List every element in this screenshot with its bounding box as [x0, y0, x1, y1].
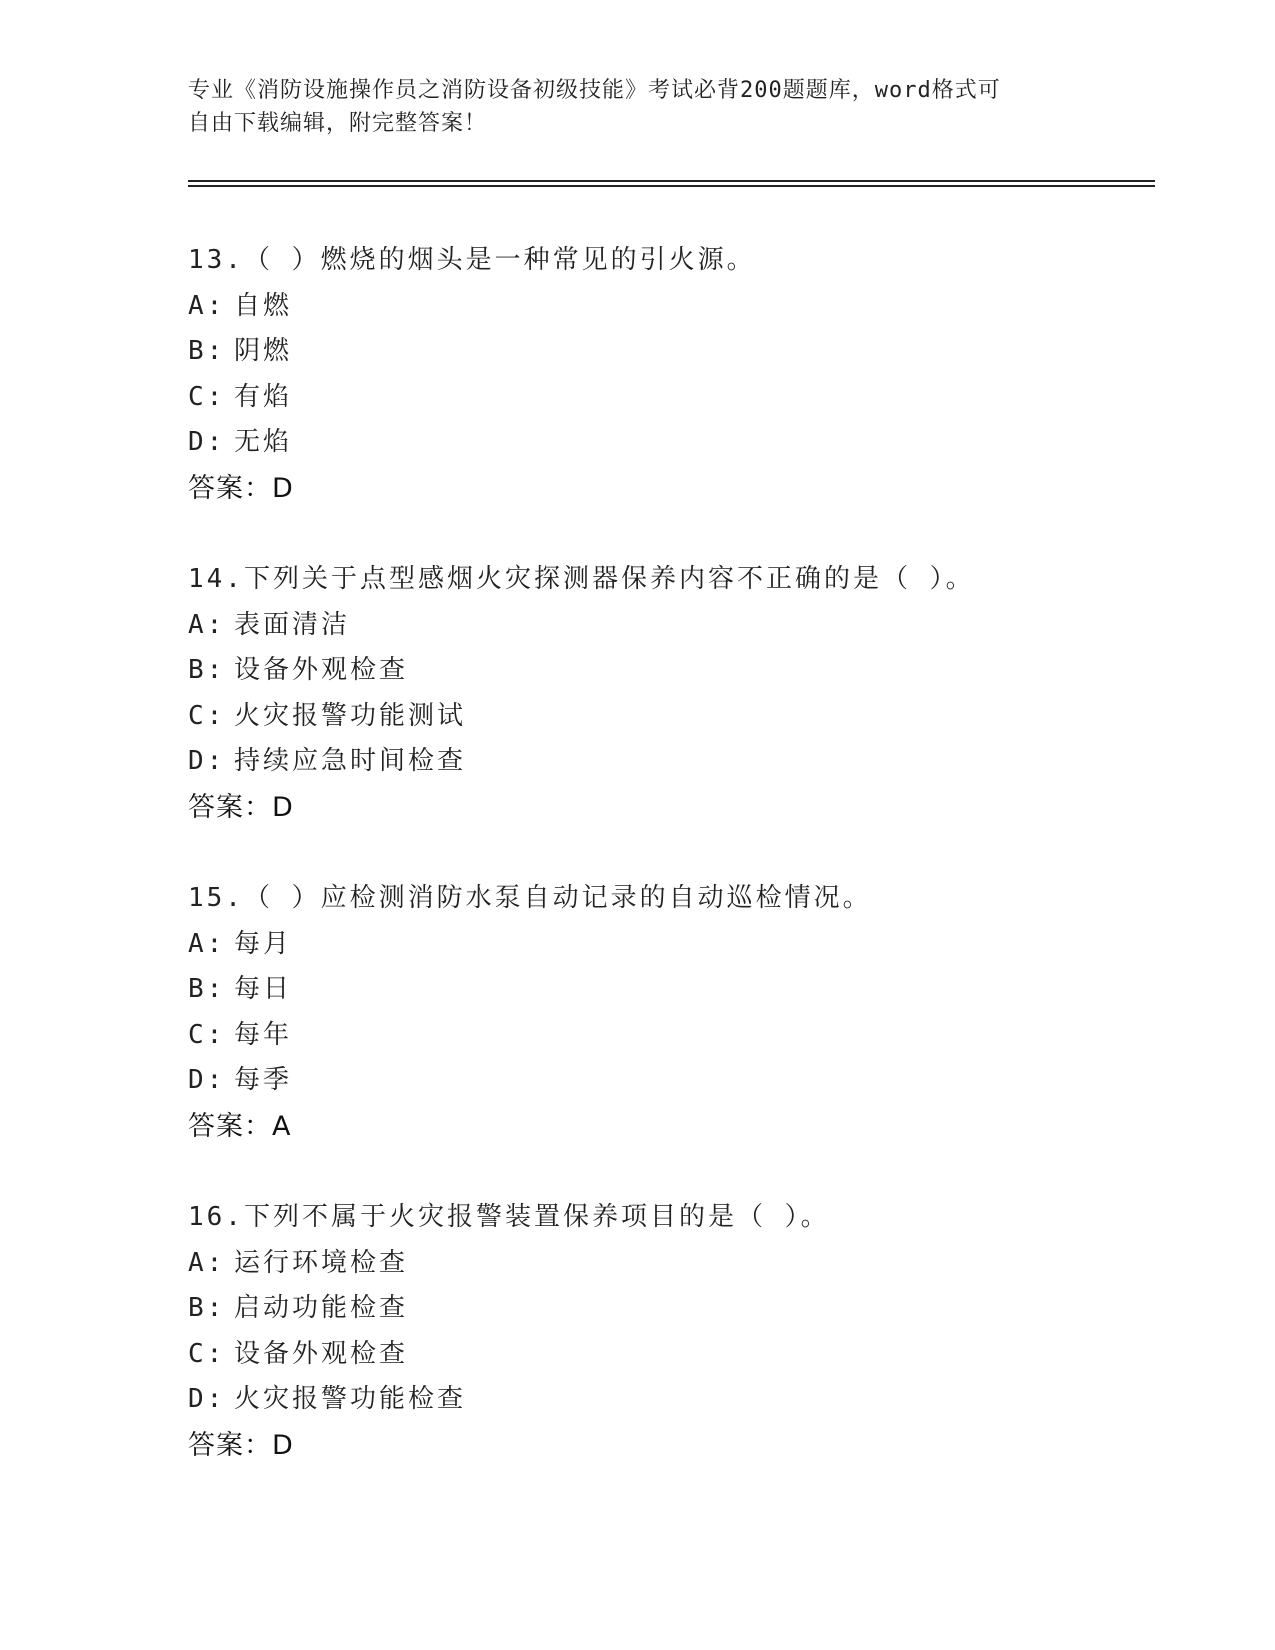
document-header: [188, 74, 1088, 140]
option-b: [188, 967, 1138, 1013]
answer-line: 答案：D: [188, 1429, 294, 1461]
option-text: 自燃: [234, 290, 293, 321]
option-key: B:: [188, 655, 226, 685]
option-text: 阴燃: [234, 336, 293, 366]
option-b: [188, 648, 1138, 694]
option-key: A:: [188, 1247, 226, 1278]
option-key: B:: [188, 1293, 226, 1323]
option-text: 启动功能检查: [234, 1293, 409, 1323]
option-c: [188, 375, 1138, 421]
option-key: D:: [188, 1065, 226, 1095]
question-stem: 15.（ ）应检测消防水泵自动记录的自动巡检情况。: [188, 883, 872, 913]
question-list: [188, 238, 1138, 1514]
option-text: 每季: [234, 1065, 293, 1095]
option-text: 每年: [234, 1019, 293, 1050]
header-line-1: 专业《消防设施操作员之消防设备初级技能》考试必背200题题库，word格式可: [188, 78, 1001, 103]
option-key: B:: [188, 974, 226, 1004]
question-stem: 16.下列不属于火灾报警装置保养项目的是（ ）。: [188, 1202, 830, 1232]
header-divider-bottom: [188, 185, 1155, 187]
option-d: [188, 1058, 1138, 1104]
option-text: 火灾报警功能检查: [234, 1384, 467, 1414]
option-text: 表面清洁: [234, 609, 351, 640]
question-stem: 13.（ ）燃烧的烟头是一种常见的引火源。: [188, 245, 756, 275]
option-d: [188, 420, 1138, 466]
option-text: 有焰: [234, 381, 293, 412]
option-key: D:: [188, 746, 226, 776]
option-c: [188, 1013, 1138, 1059]
question-15: [188, 876, 1138, 1195]
option-b: [188, 329, 1138, 375]
header-line-2: 自由下载编辑，附完整答案！: [188, 111, 488, 136]
answer-line: 答案：D: [188, 791, 294, 823]
answer-line: 答案：A: [188, 1110, 292, 1142]
option-d: [188, 739, 1138, 785]
option-text: 运行环境检查: [234, 1247, 409, 1278]
option-key: A:: [188, 609, 226, 640]
answer-line: 答案：D: [188, 472, 294, 504]
option-c: [188, 694, 1138, 740]
option-key: C:: [188, 381, 226, 412]
option-text: 设备外观检查: [234, 655, 409, 685]
option-a: [188, 1241, 1138, 1287]
option-key: A:: [188, 290, 226, 321]
option-text: 设备外观检查: [234, 1338, 409, 1369]
option-c: [188, 1332, 1138, 1378]
option-text: 火灾报警功能测试: [234, 700, 467, 731]
question-16: [188, 1195, 1138, 1514]
option-text: 持续应急时间检查: [234, 746, 467, 776]
option-key: B:: [188, 336, 226, 366]
option-a: [188, 603, 1138, 649]
option-key: C:: [188, 700, 226, 731]
option-key: A:: [188, 928, 226, 959]
question-stem: 14.下列关于点型感烟火灾探测器保养内容不正确的是（ ）。: [188, 564, 975, 594]
option-key: D:: [188, 427, 226, 457]
option-b: [188, 1286, 1138, 1332]
header-divider-top: [188, 180, 1155, 182]
option-a: [188, 922, 1138, 968]
question-14: [188, 557, 1138, 876]
option-a: [188, 284, 1138, 330]
option-text: 每日: [234, 974, 293, 1004]
option-text: 每月: [234, 928, 293, 959]
option-text: 无焰: [234, 427, 293, 457]
option-key: C:: [188, 1019, 226, 1050]
option-key: D:: [188, 1384, 226, 1414]
option-key: C:: [188, 1338, 226, 1369]
option-d: [188, 1377, 1138, 1423]
question-13: [188, 238, 1138, 557]
